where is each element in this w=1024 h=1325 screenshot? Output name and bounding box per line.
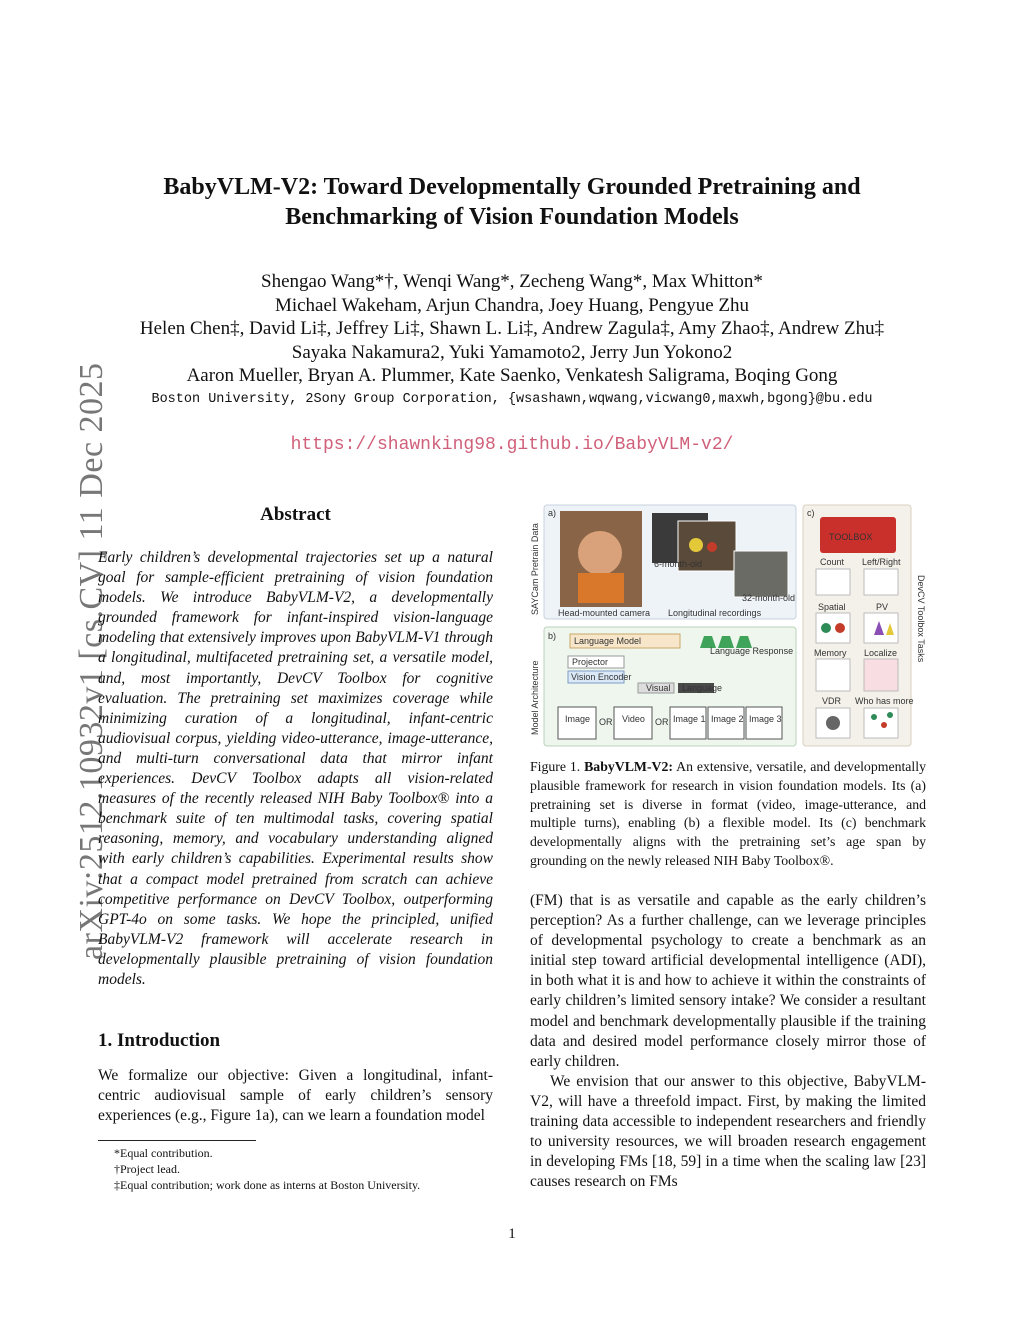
task-who-has-more-thumb	[864, 708, 898, 738]
language-response-label: Language Response	[710, 646, 794, 656]
intro-body: We formalize our objective: Given a longitudinal, infant-centric audiovisual sample of early children’s sensory experiences (e.g., Figure 1a), can we learn a foundation model	[98, 1067, 493, 1125]
right-paragraph-1: (FM) that is as versatile and capable as the early children’s perception? As a further challenge, can we leverage principles of developmental psychology to create a benchmark as an initial step toward artificial developmental intelligence (ADI), in both what it is and how to achieve it within the constraints of early children’s limited sensory intake? We consider a resultant model and benchmark developmentally plausible if the training data and desired model performance closely mirror those of early children.	[530, 892, 926, 1070]
vision-encoder-label: Vision Encoder	[571, 672, 632, 682]
month-6-label: 6-month-old	[654, 559, 703, 569]
right-column-body	[530, 891, 926, 1192]
task-localize: Localize	[864, 648, 898, 658]
input-image3-label: Image 3	[749, 714, 782, 724]
side-label-architecture: Model Architecture	[530, 660, 540, 735]
title-line-2: Benchmarking of Vision Foundation Models	[285, 204, 739, 230]
author-line-1: Shengao Wang*†, Wenqi Wang*, Zecheng Wang*, Max Whitton*	[261, 271, 763, 292]
frame-object-yellow	[689, 538, 703, 552]
task-pv: PV	[876, 602, 889, 612]
frame-object-red	[707, 542, 717, 552]
abstract-heading: Abstract	[260, 504, 331, 525]
baby-face	[578, 531, 622, 575]
input-image-label: Image	[565, 714, 591, 724]
who-has-more-dot-3	[887, 712, 893, 718]
input-image1-label: Image 1	[673, 714, 706, 724]
panel-c-label: c)	[807, 508, 815, 518]
author-line-5: Aaron Mueller, Bryan A. Plummer, Kate Saenko, Venkatesh Saligrama, Boqing Gong	[186, 365, 838, 386]
task-vdr: VDR	[822, 696, 842, 706]
or-label-1: OR	[599, 717, 613, 727]
task-who-has-more: Who has more	[855, 696, 914, 706]
footnote-interns: ‡Equal contribution; work done as interns at Boston University.	[114, 1178, 421, 1192]
panel-b-label: b)	[548, 631, 557, 641]
side-label-pretrain: SAYCam Pretrain Data	[530, 523, 540, 615]
longitudinal-caption: Longitudinal recordings	[668, 608, 762, 618]
task-memory-thumb	[816, 659, 850, 691]
footnotes	[114, 1145, 504, 1193]
input-video-label: Video	[622, 714, 645, 724]
task-count: Count	[820, 557, 845, 567]
month-32-label: 32-month-old	[742, 593, 796, 603]
arxiv-stamp	[18, 362, 110, 960]
task-left-right-thumb	[864, 569, 898, 595]
vdr-shape	[826, 716, 840, 730]
head-camera-caption: Head-mounted camera	[558, 608, 651, 618]
task-memory: Memory	[814, 648, 847, 658]
projector-label: Projector	[572, 657, 609, 667]
affiliations: Boston University, 2Sony Group Corporation, {wsashawn,wqwang,vicwang0,maxwh,bgong}@bu.edu	[151, 392, 873, 407]
figure-1-graphic	[528, 503, 928, 748]
side-label-tasks: DevCV Toolbox Tasks	[916, 575, 926, 663]
footnote-equal: *Equal contribution.	[114, 1146, 213, 1160]
language-label: Language	[682, 683, 723, 693]
project-url[interactable]: https://shawnking98.github.io/BabyVLM-v2/	[290, 435, 734, 455]
who-has-more-dot-2	[881, 722, 887, 728]
author-line-3: Helen Chen‡, David Li‡, Jeffrey Li‡, Shawn L. Li‡, Andrew Zagula‡, Amy Zhao‡, Andrew Zhu‡	[139, 318, 885, 339]
spatial-shape-green	[821, 623, 831, 633]
figure-1-caption	[530, 758, 926, 871]
author-line-2: Michael Wakeham, Arjun Chandra, Joey Huang, Pengyue Zhu	[274, 294, 750, 316]
right-paragraph-2: We envision that our answer to this objective, BabyVLM-V2, will have a threefold impact. First, by making the limited training data accessible to independent researchers and friendly to university resources, we will broaden research engagement in developing FMs [18, 59] in a time when the scaling law [23] causes research on FMs	[530, 1072, 926, 1191]
caption-text: An extensive, versatile, and developmentally plausible framework for research in vision foundation models. Its (a) pretraining set is diverse in format (video, image-utterance, and multiple turns), enabling (b) a flexible model. Its (c) benchmark developmentally aligns with the pretraining set’s age span by grounding on the newly released NIH Baby Toolbox®.	[530, 759, 926, 868]
recording-frame-3	[734, 551, 788, 597]
task-localize-thumb	[864, 659, 898, 691]
task-count-thumb	[816, 569, 850, 595]
baby-bib	[578, 573, 624, 603]
footnote-lead: †Project lead.	[114, 1162, 180, 1176]
figure-1	[528, 503, 928, 748]
language-model-label: Language Model	[574, 636, 642, 646]
who-has-more-dot-1	[871, 714, 877, 720]
paper-title	[100, 172, 924, 232]
input-image2-label: Image 2	[711, 714, 744, 724]
toolbox-label: TOOLBOX	[829, 532, 873, 542]
task-spatial: Spatial	[818, 602, 846, 612]
spatial-shape-red	[835, 623, 845, 633]
footnote-divider	[98, 1140, 256, 1141]
page-number: 1	[508, 1226, 516, 1242]
arxiv-id: arXiv:2512.10932v1 [cs.CV] 11 Dec 2025	[73, 362, 110, 960]
title-line-1: BabyVLM-V2: Toward Developmentally Grounded Pretraining and	[163, 174, 861, 200]
author-list	[100, 270, 924, 388]
abstract-body: Early children’s developmental trajectories set up a natural goal for sample-efficient pretraining of vision foundation models. We introduce BabyVLM-V2, a developmentally grounded framework for infant-inspired vision-language modeling that extensively improves upon BabyVLM-V1 through a longitudinal, multifaceted pretraining set, a versatile model, and, most importantly, DevCV Toolbox for cognitive evaluation. The pretraining set maximizes coverage while minimizing curation of a longitudinal, infant-centric audiovisual corpus, yielding video-utterance, image-utterance, and multi-turn conversational data that mirror infant experiences. DevCV Toolbox adapts all vision-related measures of the recently released NIH Baby Toolbox® into a benchmark suite of ten multimodal tasks, covering spatial reasoning, memory, and vocabulary understanding aligned with early children’s capabilities. Experimental results show that a compact model pretrained from scratch can achieve competitive performance on DevCV Toolbox, outperforming GPT-4o on some tasks. We hope the principled, unified BabyVLM-V2 framework will accelerate research in developmentally plausible pretraining of vision foundation models.	[98, 549, 493, 988]
caption-bold: BabyVLM-V2:	[584, 759, 674, 774]
panel-a-label: a)	[548, 508, 557, 518]
visual-label: Visual	[646, 683, 671, 693]
author-line-4: Sayaka Nakamura2, Yuki Yamamoto2, Jerry Jun Yokono2	[291, 341, 733, 363]
intro-heading: 1. Introduction	[98, 1030, 221, 1051]
or-label-2: OR	[655, 717, 669, 727]
task-left-right: Left/Right	[862, 557, 901, 567]
caption-label: Figure 1.	[530, 759, 581, 774]
